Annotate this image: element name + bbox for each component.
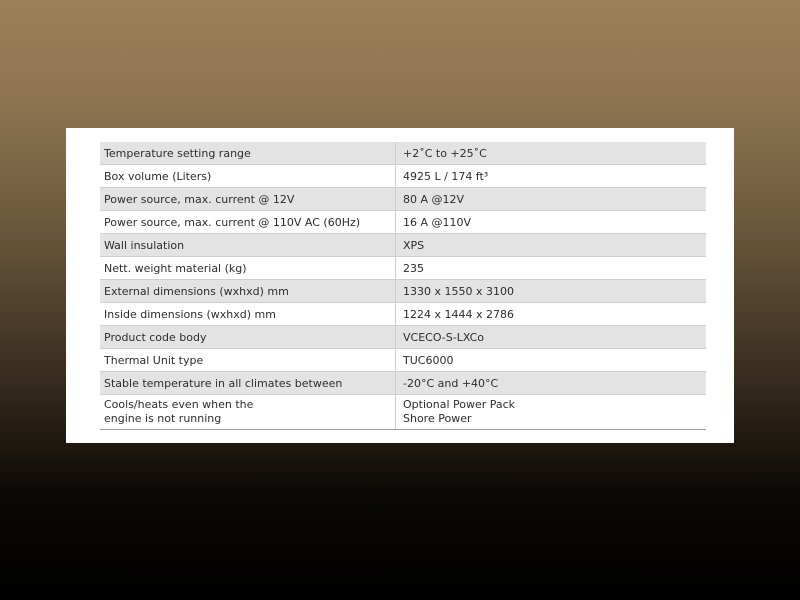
table-row: [100, 211, 706, 234]
row-label: Stable temperature in all climates between: [100, 372, 396, 395]
table-row: [100, 372, 706, 395]
row-label-line: engine is not running: [104, 412, 222, 425]
row-label: Nett. weight material (kg): [100, 257, 396, 280]
spec-card: [66, 128, 734, 443]
row-label: Thermal Unit type: [100, 349, 396, 372]
row-value-line: Optional Power Pack: [403, 398, 516, 411]
table-row: [100, 165, 706, 188]
table-row: [100, 142, 706, 165]
spec-table: [100, 142, 706, 430]
row-value: -20°C and +40°C: [396, 372, 707, 395]
table-row: [100, 326, 706, 349]
row-value: 80 A @12V: [396, 188, 707, 211]
row-value: XPS: [396, 234, 707, 257]
row-label: Product code body: [100, 326, 396, 349]
row-label: Temperature setting range: [100, 142, 396, 165]
table-row: [100, 188, 706, 211]
row-label-line: Cools/heats even when the: [104, 398, 254, 411]
row-label: Power source, max. current @ 12V: [100, 188, 396, 211]
row-label: Inside dimensions (wxhxd) mm: [100, 303, 396, 326]
table-row: [100, 303, 706, 326]
table-row: [100, 395, 706, 430]
table-row: [100, 257, 706, 280]
row-value: +2˚C to +25˚C: [396, 142, 707, 165]
row-value: 235: [396, 257, 707, 280]
table-row: [100, 349, 706, 372]
row-value: VCECO-S-LXCo: [396, 326, 707, 349]
row-label: Box volume (Liters): [100, 165, 396, 188]
row-value: 16 A @110V: [396, 211, 707, 234]
row-label: Wall insulation: [100, 234, 396, 257]
row-value: [396, 395, 707, 430]
table-row: [100, 234, 706, 257]
row-value: 1330 x 1550 x 3100: [396, 280, 707, 303]
row-value-line: Shore Power: [403, 412, 472, 425]
row-value: TUC6000: [396, 349, 707, 372]
row-label: External dimensions (wxhxd) mm: [100, 280, 396, 303]
row-value: 1224 x 1444 x 2786: [396, 303, 707, 326]
row-label: [100, 395, 396, 430]
row-label: Power source, max. current @ 110V AC (60Hz): [100, 211, 396, 234]
row-value: 4925 L / 174 ft³: [396, 165, 707, 188]
table-row: [100, 280, 706, 303]
